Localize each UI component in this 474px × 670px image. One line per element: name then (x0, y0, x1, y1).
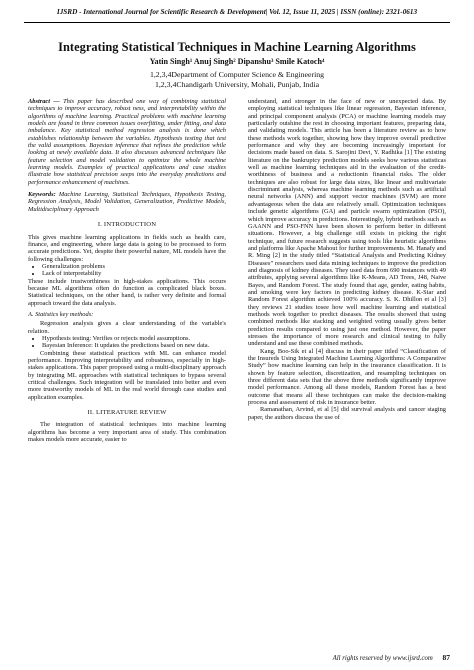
intro-paragraph-1: This gives machine learning applications in fields such as health care, finance, and engineering, where large data is going to be processed to form accurate predictions. Yet, despite their powerful nature, ML models have the following challenges: (28, 233, 226, 263)
intro-paragraph-2: These include trustworthiness in high-stakes applications. This occurs because ML algorithms often do function as complicated black boxes. Statistical techniques, on the other hand, is rather very definite and formal approach toward the data analysis. (28, 277, 226, 307)
section-heading-literature-review: II. LITERATURE REVIEW (87, 409, 167, 417)
keywords (28, 191, 226, 213)
paper-title: Integrating Statistical Techniques in Machine Learning Algorithms (58, 40, 416, 54)
list-item: • Hypothesis testing: Verifies or rejects model assumptions. (42, 335, 226, 342)
literature-paragraph-1: The integration of statistical techniques into machine learning algorithms has become a very important area of study. This combination makes models more accurate, easier to (28, 421, 226, 444)
footer-text: All rights reserved by www.ijsrd.com (332, 655, 433, 662)
subsection-a-bullet-list (28, 335, 226, 350)
paper-authors: Yatin Singh¹ Anuj Singh² Dipanshu³ Smile Katoch⁴ (149, 57, 325, 66)
keywords-label: Keywords: (28, 191, 56, 199)
intro-paragraph-3: Combining these statistical practices with ML can enhance model performance. Improving interpretability and robustness, especially in high-stakes applications. This paper proposed using a multi-disciplinary approach by integrating ML approaches with statistical techniques to bypass several critical challenges. Such integration will be translated into better and even more trustworthy models of ML in the real world through case studies and application examples. (28, 349, 226, 401)
right-paragraph-2: Kang, Boo-Sik et al [4] discuss in their paper titled “Classification of the Insureds Using Integrated Machine Learning Algorithms: A Comparative Study” how machine learning can help in the insurance classification. It is shown by feature selection, discretization, and resampling techniques on three different data sets that the above three methods significantly improve model performance. Among all these models, Random Forest has a best outcome that means all these techniques can make the decision-making process and assessment of risk in insurance better. (248, 347, 446, 407)
left-column (28, 98, 226, 443)
journal-header: IJSRD - International Journal for Scientific Research & Development| Vol. 12, Issue 11, 2025 | ISSN (online): 2321-0613 (56, 8, 418, 16)
subsection-a-paragraph: Regression analysis gives a clear understanding of the variable's relation. (28, 320, 226, 335)
affiliation-university: 1,2,3,4Chandigarh University, Mohali, Punjab, India (154, 80, 320, 89)
list-item: • Lack of interpretability (42, 270, 226, 277)
keywords-body: Machine Learning, Statistical Techniques, Hypothesis Testing, Regression Analysis, Model Validation, Generalization, Predictive Models, Multidisciplinary Approach (28, 191, 226, 213)
right-paragraph-1: understand, and stronger in the face of new or unexpected data. By employing statistical techniques like linear regression, Bayesian inference, and principal component analysis (PCA) or machine learning models may particularly outshine the rest in choosing important features, preparing data, and validating models. This article has been a literature review as to how these methods work together, showing how they improve overall predictive performance and why they are becoming increasingly important for decisions made based on data. S. Sarojini Devi, Y. Radhika [1] The existing literature on the bankruptcy prediction models seeks how various statisticas well as machine learning techniques aid in the evaluation of the credit-worthiness of business and a reductionin financial risks. The older techniques are also robust for large data sizes, like linear and multivariate discriminant analysis, whereas machine learning methods such as artificial neural networks (ANN) and support vector machines (SVM) are more advantageous when the data are relatively small. Optimization techniques include genetic algorithms (GA) and particle swarm optimization (PSO), which improve accuracy in predictions. Interestingly, hybrid methods such as GAANN and PSO-FNN have been shown to perform better in different situations. However, a big challenge still exists in picking the right technique, and future research suggests using tools like heuristic algorithms and platforms like Apache Mahout for further improvements. M. Hanafy and R. Ming [2] in the study titled “Statistical Analysis and Predicting Kidney Diseases” researchers used data mining techniques to improve the prediction and diagnosis of kidney diseases. They used data from 690 instances with 49 attributes, applying several algorithms like K-Means, AD Trees, J48, Naive Bayes, and Random Forest. The study found that age, gender, eating habits, and smoking were key factors in predicting kidney disease. K-Star and Random Forest algorithm achieved 100% accuracy. S. K. Dhillon et al [3] they reviews 21 studies tosee how well machine learning and statistical methods work together to predict diseases. The results showed that using combined methods like stacking and weighted voting usually gives better prediction results compared to using just one method. However, the paper stresses the importance of more research and clinical testing to fully understand and use these combined methods. (248, 98, 446, 348)
page-number: 87 (442, 653, 450, 662)
abstract-body: This paper has described one way of combining statistical techniques to improve accuracy, robust ness, and interpretability within the algorithms of machine learning. Practical problems with machine learning models are found in three common issues overfitting, under fitting, and data imbalance. Key statistical method regression analysis is done which establishes relationship between the variables. Hypothesis testing that test the valid assumptions. Bayesian inference that refines the prediction while looking at newly available data. It also discusses advanced techniques like feature selection and model validation to optimize the whole machine learning models. Examples of practical applications and case studies illustrate how statistical precision seeps into the everyday predictions and performance enhancement of machines. (28, 98, 226, 186)
page-footer (333, 653, 450, 662)
abstract (28, 98, 226, 186)
right-paragraph-3: Ramanathan, Arvind, et al [5] did survival analysis and cancer staging paper, the authors discuss the use of (248, 406, 446, 421)
list-item: • Generalization problems (42, 263, 226, 270)
subsection-heading-a: A. Statistics key methods: (28, 310, 94, 318)
abstract-label: Abstract — (28, 98, 60, 105)
list-item: • Bayesian Inference: It updates the predictions based on new data. (42, 342, 226, 349)
section-heading-introduction: I. INTRODUCTION (97, 221, 157, 229)
header-rule (24, 22, 450, 23)
right-column (248, 98, 446, 421)
affiliation-department: 1,2,3,4Department of Computer Science & Engineering (149, 70, 325, 79)
intro-bullet-list (28, 263, 226, 278)
